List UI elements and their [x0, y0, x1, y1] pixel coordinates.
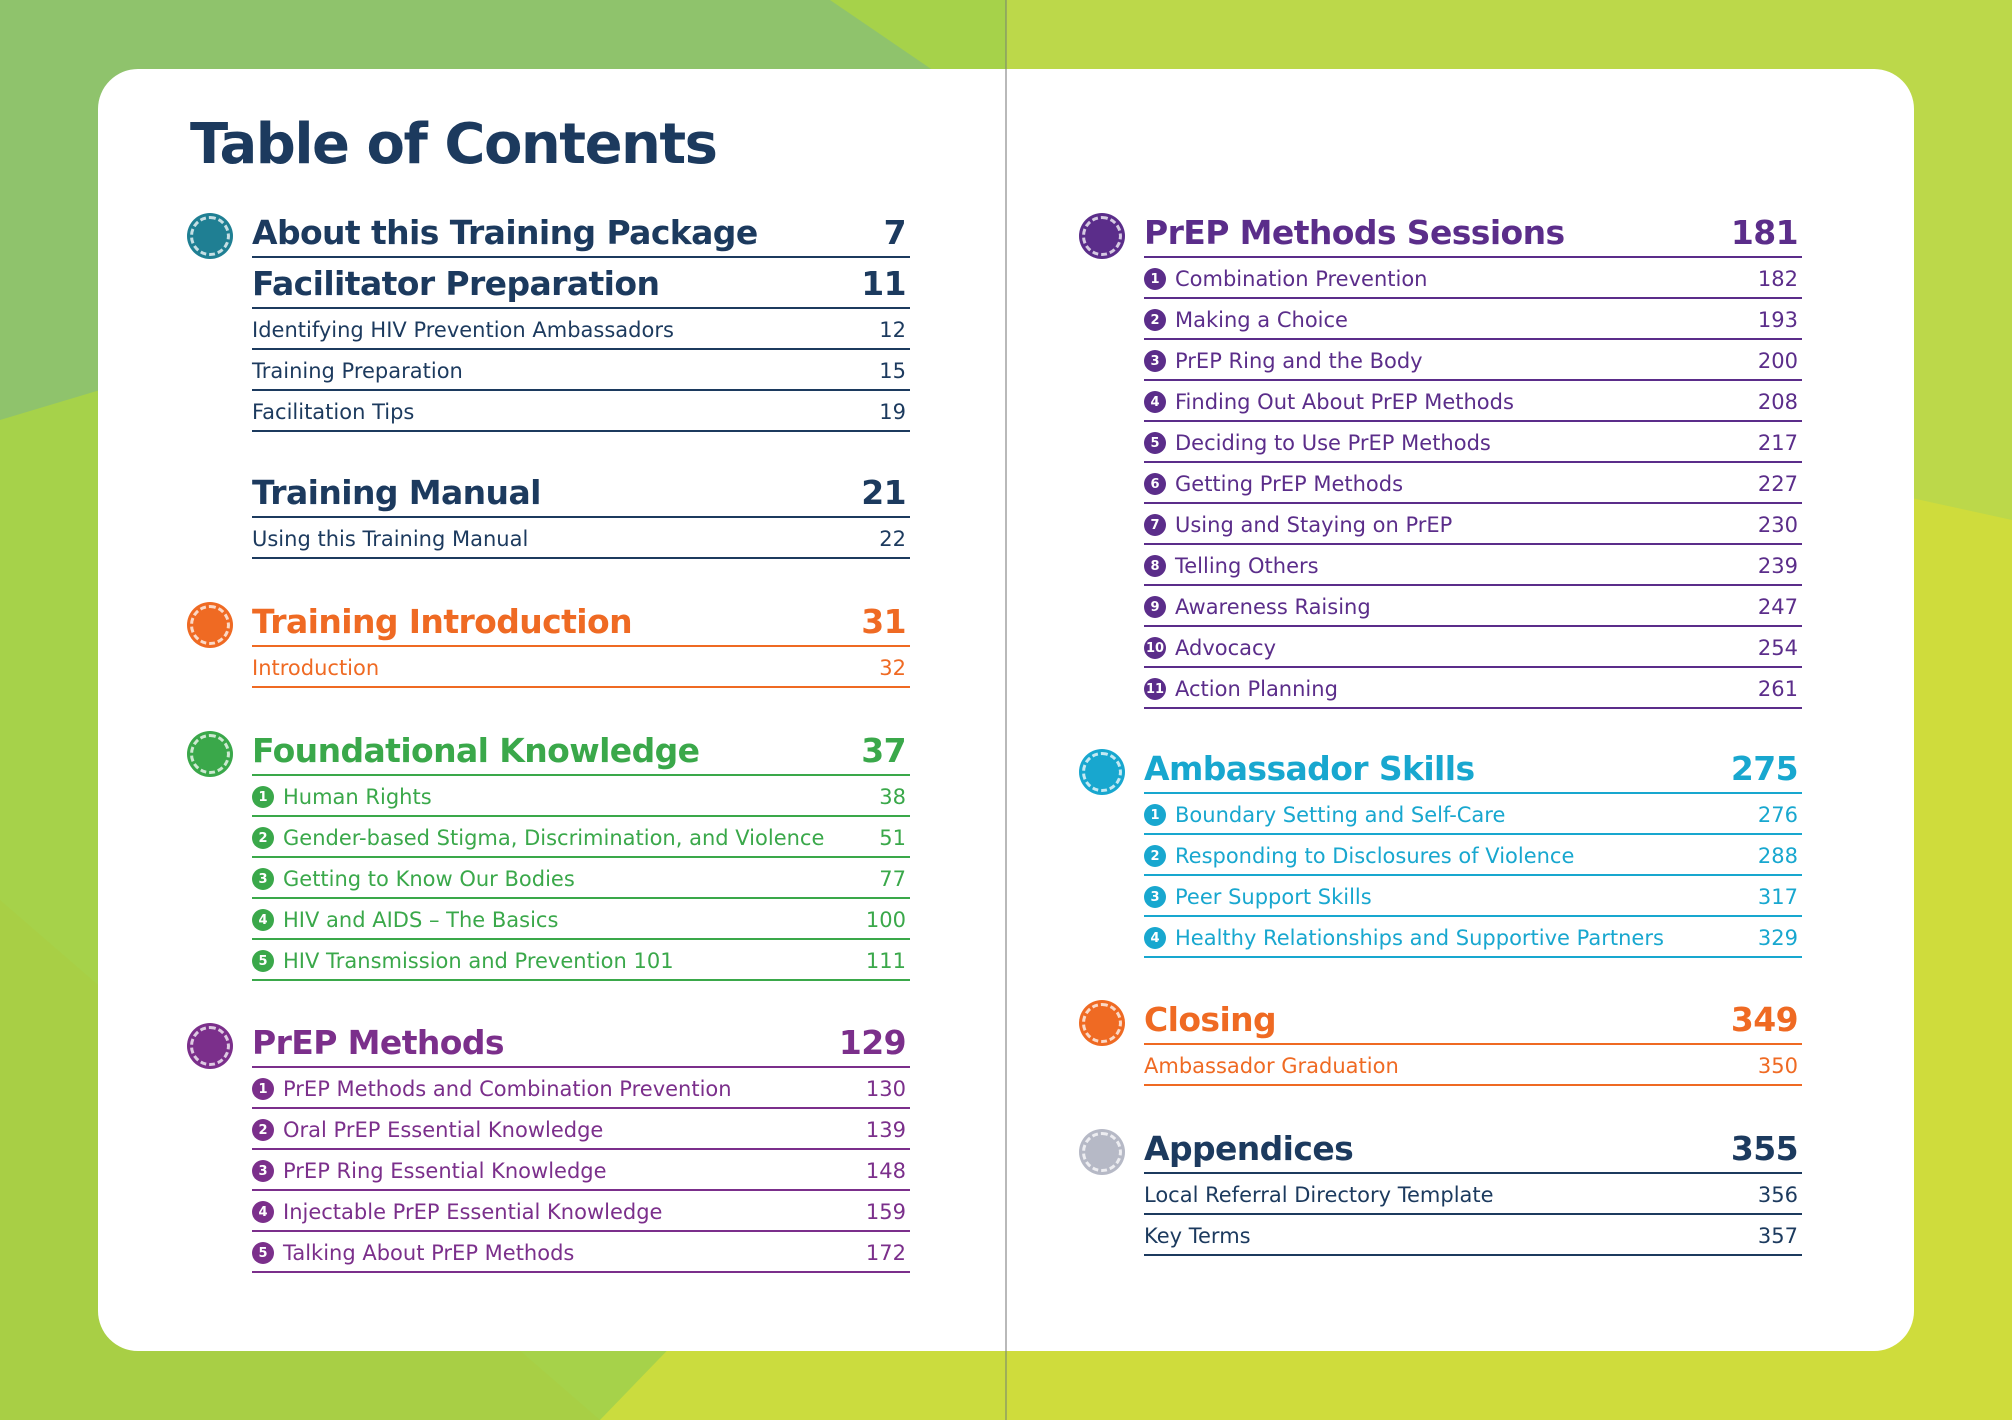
toc-item[interactable]: 2 Oral PrEP Essential Knowledge 139	[252, 1109, 910, 1150]
section-prep-methods	[190, 1022, 906, 1292]
section-training-manual	[190, 472, 906, 572]
number-badge-icon: 8	[1144, 555, 1166, 577]
spine-line	[1005, 69, 1007, 1351]
number-badge-icon: 5	[1144, 432, 1166, 454]
number-badge-icon: 1	[252, 786, 274, 808]
number-badge-icon: 4	[1144, 391, 1166, 413]
toc-item[interactable]: 7 Using and Staying on PrEP 230	[1144, 504, 1802, 545]
toc-heading-prep-methods[interactable]: PrEP Methods 129	[252, 1022, 910, 1068]
toc-item[interactable]: 5 Deciding to Use PrEP Methods 217	[1144, 422, 1802, 463]
toc-heading-manual[interactable]: Training Manual 21	[252, 472, 910, 518]
section-about	[190, 212, 906, 432]
section-prep-methods-sessions	[1082, 212, 1798, 712]
toc-item[interactable]: 9 Awareness Raising 247	[1144, 586, 1802, 627]
toc-item[interactable]: 3 PrEP Ring Essential Knowledge 148	[252, 1150, 910, 1191]
section-badge-icon	[190, 605, 230, 645]
number-badge-icon: 1	[1144, 268, 1166, 290]
section-badge-icon	[1082, 752, 1122, 792]
toc-heading-appendices[interactable]: Appendices 355	[1144, 1128, 1802, 1174]
toc-heading-sessions[interactable]: PrEP Methods Sessions 181	[1144, 212, 1802, 258]
toc-item[interactable]: 5 Talking About PrEP Methods 172	[252, 1232, 910, 1273]
section-training-introduction	[190, 601, 906, 701]
toc-item[interactable]: 11 Action Planning 261	[1144, 668, 1802, 709]
toc-item[interactable]: 4 Injectable PrEP Essential Knowledge 159	[252, 1191, 910, 1232]
number-badge-icon: 2	[1144, 845, 1166, 867]
section-badge-icon	[190, 1026, 230, 1066]
number-badge-icon: 4	[1144, 927, 1166, 949]
toc-item[interactable]: 3 Peer Support Skills 317	[1144, 876, 1802, 917]
number-badge-icon: 2	[252, 1119, 274, 1141]
toc-item[interactable]: 4 Finding Out About PrEP Methods 208	[1144, 381, 1802, 422]
section-badge-icon	[1082, 1132, 1122, 1172]
toc-item[interactable]: Key Terms 357	[1144, 1215, 1802, 1256]
toc-item[interactable]: Using this Training Manual 22	[252, 518, 910, 559]
toc-heading-foundational[interactable]: Foundational Knowledge 37	[252, 730, 910, 776]
toc-item[interactable]: Identifying HIV Prevention Ambassadors 12	[252, 309, 910, 350]
number-badge-icon: 2	[252, 827, 274, 849]
toc-item[interactable]: 2 Responding to Disclosures of Violence 288	[1144, 835, 1802, 876]
toc-item[interactable]: 5 HIV Transmission and Prevention 101 111	[252, 940, 910, 981]
number-badge-icon: 5	[252, 950, 274, 972]
section-appendices	[1082, 1128, 1798, 1268]
toc-item[interactable]: 2 Making a Choice 193	[1144, 299, 1802, 340]
page-title: Table of Contents	[190, 112, 717, 177]
toc-item[interactable]: Local Referral Directory Template 356	[1144, 1174, 1802, 1215]
toc-item[interactable]: 1 Boundary Setting and Self-Care 276	[1144, 794, 1802, 835]
toc-heading-about[interactable]: About this Training Package 7	[252, 212, 910, 258]
toc-heading-facilitator[interactable]: Facilitator Preparation 11	[252, 263, 910, 309]
toc-item[interactable]: 6 Getting PrEP Methods 227	[1144, 463, 1802, 504]
section-ambassador-skills	[1082, 748, 1798, 978]
section-badge-icon	[190, 734, 230, 774]
toc-item[interactable]: Ambassador Graduation 350	[1144, 1045, 1802, 1086]
toc-heading-skills[interactable]: Ambassador Skills 275	[1144, 748, 1802, 794]
number-badge-icon: 11	[1144, 678, 1166, 700]
toc-item[interactable]: 4 HIV and AIDS – The Basics 100	[252, 899, 910, 940]
section-badge-icon	[1082, 1003, 1122, 1043]
toc-item[interactable]: 1 PrEP Methods and Combination Prevention 130	[252, 1068, 910, 1109]
toc-item[interactable]: 8 Telling Others 239	[1144, 545, 1802, 586]
number-badge-icon: 1	[1144, 804, 1166, 826]
toc-item[interactable]: 1 Human Rights 38	[252, 776, 910, 817]
section-foundational-knowledge	[190, 730, 906, 1000]
toc-item[interactable]: 4 Healthy Relationships and Supportive Partners 329	[1144, 917, 1802, 958]
number-badge-icon: 2	[1144, 309, 1166, 331]
toc-item[interactable]: 3 Getting to Know Our Bodies 77	[252, 858, 910, 899]
number-badge-icon: 10	[1144, 637, 1166, 659]
number-badge-icon: 6	[1144, 473, 1166, 495]
number-badge-icon: 3	[1144, 886, 1166, 908]
toc-item[interactable]: Introduction 32	[252, 647, 910, 688]
number-badge-icon: 4	[252, 1201, 274, 1223]
toc-item[interactable]: Facilitation Tips 19	[252, 391, 910, 432]
toc-item[interactable]: 2 Gender-based Stigma, Discrimination, and Violence 51	[252, 817, 910, 858]
toc-item[interactable]: 3 PrEP Ring and the Body 200	[1144, 340, 1802, 381]
number-badge-icon: 3	[252, 868, 274, 890]
section-closing	[1082, 999, 1798, 1099]
section-badge-icon	[190, 216, 230, 256]
toc-heading-intro[interactable]: Training Introduction 31	[252, 601, 910, 647]
section-badge-icon	[1082, 216, 1122, 256]
number-badge-icon: 3	[252, 1160, 274, 1182]
toc-item[interactable]: 1 Combination Prevention 182	[1144, 258, 1802, 299]
number-badge-icon: 1	[252, 1078, 274, 1100]
toc-heading-closing[interactable]: Closing 349	[1144, 999, 1802, 1045]
toc-item[interactable]: Training Preparation 15	[252, 350, 910, 391]
number-badge-icon: 9	[1144, 596, 1166, 618]
number-badge-icon: 7	[1144, 514, 1166, 536]
number-badge-icon: 3	[1144, 350, 1166, 372]
toc-item[interactable]: 10 Advocacy 254	[1144, 627, 1802, 668]
number-badge-icon: 4	[252, 909, 274, 931]
number-badge-icon: 5	[252, 1242, 274, 1264]
